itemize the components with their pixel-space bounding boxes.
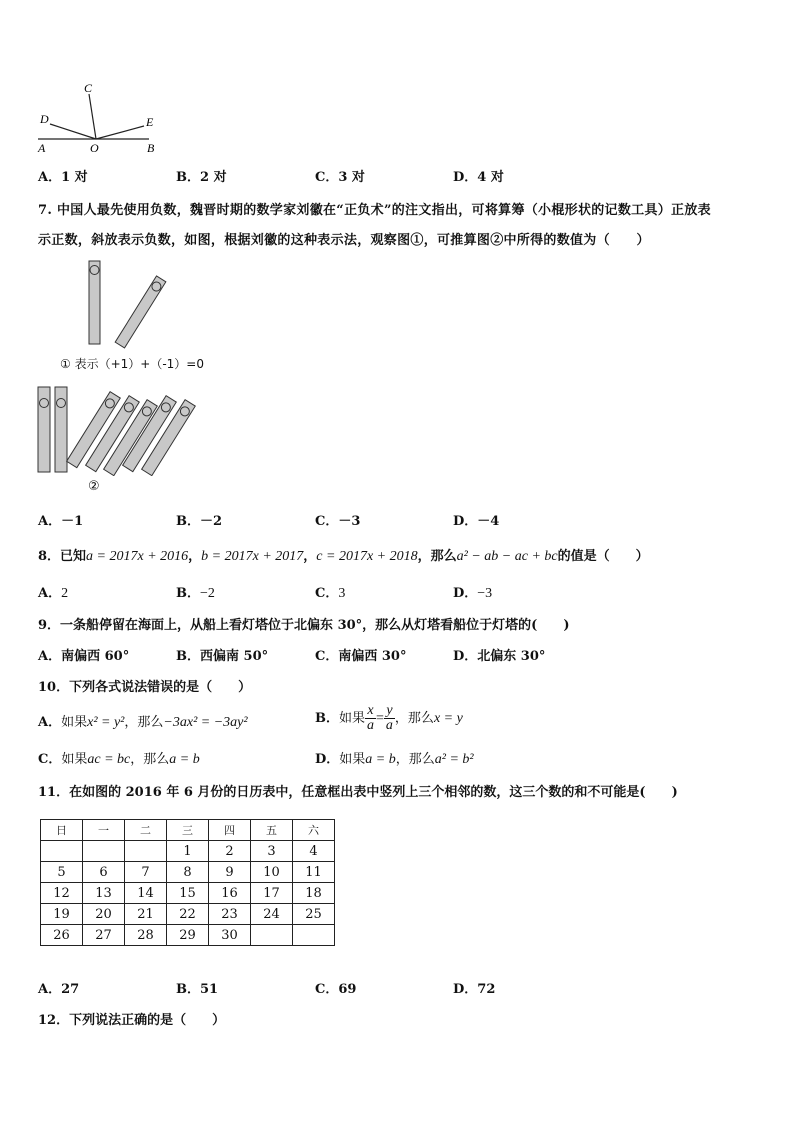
calendar-cell: 30 xyxy=(209,925,251,946)
q7-option-b: B．－2 xyxy=(176,514,223,529)
q7-stem-line2: 示正数，斜放表示负数，如图，根据刘徽的这种表示法，观察图①，可推算图②中所得的数值为（ ） xyxy=(38,233,650,248)
q9-option-c: C．南偏西 30° xyxy=(315,649,407,664)
q7-option-c: C．－3 xyxy=(315,514,361,529)
calendar-header: 五 xyxy=(251,820,293,841)
q6-option-b: B．2 对 xyxy=(176,170,227,185)
calendar-cell: 6 xyxy=(83,862,125,883)
calendar-cell: 13 xyxy=(83,883,125,904)
q9-option-b: B．西偏南 50° xyxy=(176,649,269,664)
q7-option-a: A．－1 xyxy=(38,514,84,529)
counting-rods-figure-2 xyxy=(34,384,204,476)
calendar-cell xyxy=(293,925,335,946)
calendar-header: 二 xyxy=(125,820,167,841)
q8-option-a: A．2 xyxy=(38,586,69,601)
calendar-cell: 24 xyxy=(251,904,293,925)
calendar-row xyxy=(41,925,335,946)
calendar-table xyxy=(40,819,335,946)
calendar-cell: 15 xyxy=(167,883,209,904)
calendar-cell: 29 xyxy=(167,925,209,946)
calendar-header: 日 xyxy=(41,820,83,841)
calendar-cell: 8 xyxy=(167,862,209,883)
calendar-cell: 18 xyxy=(293,883,335,904)
calendar-header: 六 xyxy=(293,820,335,841)
calendar-cell: 2 xyxy=(209,841,251,862)
q9-option-a: A．南偏西 60° xyxy=(38,649,130,664)
q6-option-c: C．3 对 xyxy=(315,170,365,185)
q10-option-d: D．如果a = b，那么a² = b² xyxy=(315,752,474,767)
calendar-cell: 27 xyxy=(83,925,125,946)
calendar-cell: 22 xyxy=(167,904,209,925)
q10-option-a: A．如果x² = y²，那么−3ax² = −3ay² xyxy=(38,715,248,730)
figure-1-caption: ① 表示（+1）+（-1）=0 xyxy=(60,357,204,371)
calendar-cell: 10 xyxy=(251,862,293,883)
calendar-cell: 12 xyxy=(41,883,83,904)
calendar-cell: 1 xyxy=(167,841,209,862)
q11-option-b: B．51 xyxy=(176,982,219,997)
calendar-row xyxy=(41,862,335,883)
calendar-row xyxy=(41,883,335,904)
label-B: B xyxy=(147,141,155,154)
calendar-header-row xyxy=(41,820,335,841)
calendar-cell xyxy=(125,841,167,862)
calendar-row xyxy=(41,904,335,925)
calendar-header: 一 xyxy=(83,820,125,841)
calendar-cell: 21 xyxy=(125,904,167,925)
calendar-row xyxy=(41,841,335,862)
calendar-cell xyxy=(251,925,293,946)
q9-stem: 9．一条船停留在海面上，从船上看灯塔位于北偏东 30°，那么从灯塔看船位于灯塔的( ) xyxy=(38,618,570,633)
calendar-cell xyxy=(41,841,83,862)
q10-option-b: B．如果 $\frac{x}{a}$ = $\frac{y}{a}$ ，那么x = y xyxy=(315,703,463,733)
q6-option-d: D．4 对 xyxy=(453,170,504,185)
calendar-cell: 28 xyxy=(125,925,167,946)
q9-option-d: D．北偏东 30° xyxy=(453,649,546,664)
label-C: C xyxy=(84,81,93,95)
calendar-cell: 20 xyxy=(83,904,125,925)
q10-option-c: C．如果ac = bc，那么a = b xyxy=(38,752,200,767)
q8-option-b: B．−2 xyxy=(176,586,215,601)
q8-stem: 8．已知a = 2017x + 2016，b = 2017x + 2017，c = 2017x + 2018，那么a² − ab − ac + bc的值是（ ） xyxy=(38,549,649,564)
fraction-y-over-a: $\frac{y}{a}$ xyxy=(385,703,393,733)
calendar-header: 三 xyxy=(167,820,209,841)
label-E: E xyxy=(146,115,154,129)
fraction-x-over-a: $\frac{x}{a}$ xyxy=(367,703,375,733)
calendar-cell: 11 xyxy=(293,862,335,883)
calendar-cell: 5 xyxy=(41,862,83,883)
q11-stem: 11．在如图的 2016 年 6 月份的日历表中，任意框出表中竖列上三个相邻的数，这三个数的和不可能是( ) xyxy=(38,785,678,800)
q6-option-a: A．1 对 xyxy=(38,170,88,185)
calendar-cell: 23 xyxy=(209,904,251,925)
q11-option-a: A．27 xyxy=(38,982,80,997)
calendar-cell: 26 xyxy=(41,925,83,946)
calendar-header: 四 xyxy=(209,820,251,841)
calendar-cell: 16 xyxy=(209,883,251,904)
calendar-cell: 17 xyxy=(251,883,293,904)
calendar-cell: 14 xyxy=(125,883,167,904)
q7-stem-line1: 7. 中国人最先使用负数，魏晋时期的数学家刘徽在“正负术”的注文指出，可将算筹（小棍形状的记数工具）正放表 xyxy=(38,203,711,218)
label-D: D xyxy=(40,112,49,126)
calendar-cell: 9 xyxy=(209,862,251,883)
q7-option-d: D．－4 xyxy=(453,514,500,529)
label-O: O xyxy=(90,141,99,154)
angle-figure xyxy=(34,78,174,154)
q10-stem: 10．下列各式说法错误的是（ ） xyxy=(38,680,252,695)
calendar-cell: 3 xyxy=(251,841,293,862)
q12-stem: 12．下列说法正确的是（ ） xyxy=(38,1013,226,1028)
calendar-cell: 4 xyxy=(293,841,335,862)
calendar-cell: 19 xyxy=(41,904,83,925)
label-A: A xyxy=(38,141,46,154)
calendar-cell: 7 xyxy=(125,862,167,883)
q8-option-d: D．−3 xyxy=(453,586,493,601)
calendar-cell: 25 xyxy=(293,904,335,925)
q11-option-d: D．72 xyxy=(453,982,496,997)
calendar-cell xyxy=(83,841,125,862)
q11-option-c: C．69 xyxy=(315,982,357,997)
q8-option-c: C．3 xyxy=(315,586,346,601)
counting-rods-figure-1 xyxy=(80,258,180,358)
figure-2-caption: ② xyxy=(88,479,100,494)
